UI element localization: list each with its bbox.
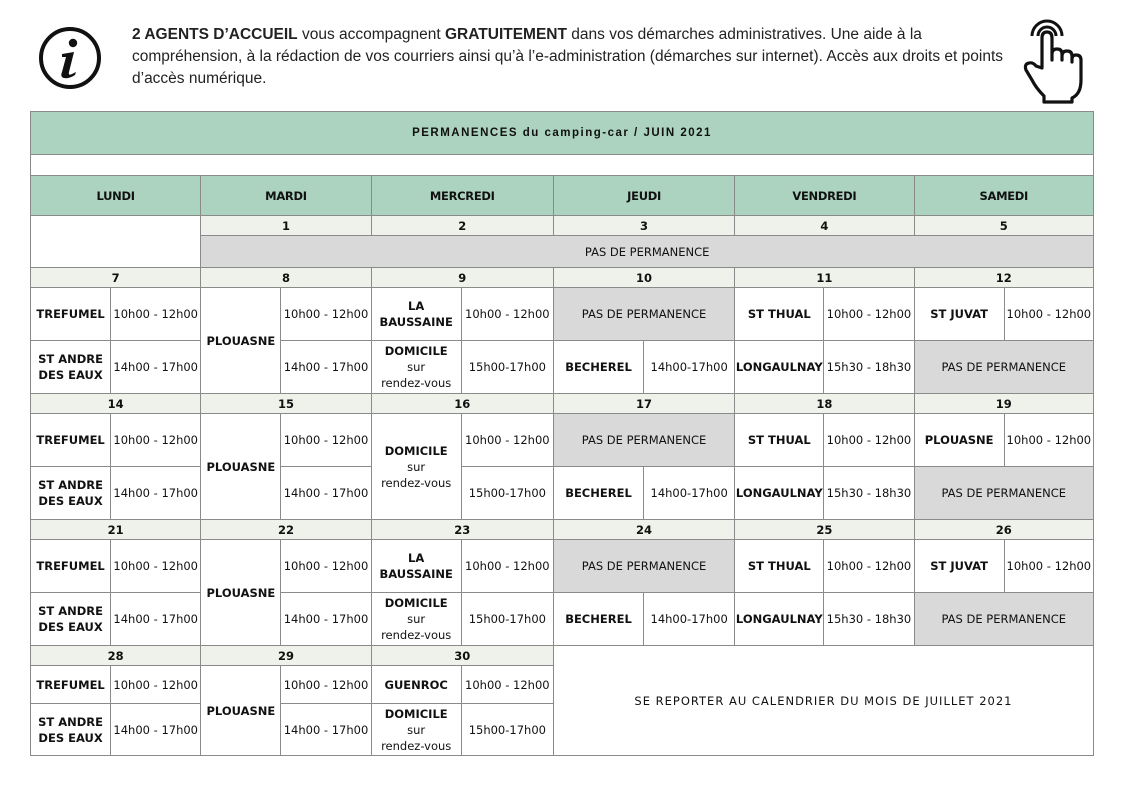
location-line: DOMICILE (384, 443, 448, 458)
week-2-afternoon (31, 341, 1094, 394)
location-cell: PLOUASNE (201, 666, 281, 756)
location-line: sur (407, 459, 426, 474)
date-2: 2 (371, 216, 553, 236)
location-cell: TREFUMEL (31, 414, 111, 467)
location-line: DES EAUX (38, 620, 103, 634)
date-25: 25 (735, 520, 914, 540)
location-cell: ST THUAL (735, 540, 824, 593)
location-line: DES EAUX (38, 368, 103, 382)
week-4-afternoon (31, 593, 1094, 646)
location-cell: TREFUMEL (31, 288, 111, 341)
time-cell: 10h00 - 12h00 (824, 540, 914, 593)
week-3-dates (31, 394, 1094, 414)
time-cell: 10h00 - 12h00 (824, 288, 914, 341)
location-cell: LONGAULNAY (735, 593, 824, 646)
location-cell: PLOUASNE (914, 414, 1004, 467)
empty-cell (31, 216, 201, 268)
time-cell: 14h00 - 17h00 (281, 593, 371, 646)
location-cell: PLOUASNE (201, 414, 281, 520)
location-cell: BECHEREL (553, 341, 643, 394)
location-line: DOMICILE (384, 344, 448, 358)
date-26: 26 (914, 520, 1093, 540)
time-cell: 10h00 - 12h00 (281, 288, 371, 341)
location-cell (31, 341, 111, 394)
location-cell (371, 593, 461, 646)
time-cell: 14h00 - 17h00 (281, 341, 371, 394)
date-4: 4 (735, 216, 914, 236)
location-cell: PLOUASNE (201, 288, 281, 394)
week-3-morning (31, 414, 1094, 467)
location-cell: ST THUAL (735, 414, 824, 467)
time-cell: 15h30 - 18h30 (824, 467, 914, 520)
time-cell: 15h00-17h00 (461, 467, 553, 520)
location-line: ST ANDRE (38, 478, 104, 492)
date-16: 16 (371, 394, 553, 414)
location-line: rendez-vous (381, 475, 452, 490)
location-cell: ST JUVAT (914, 288, 1004, 341)
location-line: DES EAUX (38, 494, 103, 508)
location-line: ST ANDRE (38, 604, 104, 618)
no-session-cell: PAS DE PERMANENCE (553, 288, 734, 341)
time-cell: 14h00 - 17h00 (111, 593, 201, 646)
july-calendar-note: SE REPORTER AU CALENDRIER DU MOIS DE JUILLET 2021 (553, 646, 1093, 756)
date-10: 10 (553, 268, 734, 288)
time-cell: 10h00 - 12h00 (461, 288, 553, 341)
location-line: sur (407, 360, 426, 374)
time-cell: 10h00 - 12h00 (281, 666, 371, 704)
intro-bold-free: GRATUITEMENT (444, 26, 567, 43)
location-cell (371, 341, 461, 394)
intro-bold-agents: 2 AGENTS D’ACCUEIL (132, 26, 298, 43)
day-header-jeudi: JEUDI (553, 176, 734, 216)
time-cell: 15h30 - 18h30 (824, 341, 914, 394)
info-icon (38, 26, 102, 90)
time-cell: 14h00-17h00 (644, 467, 735, 520)
no-session-cell: PAS DE PERMANENCE (553, 540, 734, 593)
time-cell: 14h00 - 17h00 (281, 467, 371, 520)
week-5-dates (31, 646, 1094, 666)
date-23: 23 (371, 520, 553, 540)
location-line: DES EAUX (38, 730, 103, 745)
location-line: rendez-vous (381, 628, 452, 642)
location-cell: GUENROC (371, 666, 461, 704)
date-19: 19 (914, 394, 1093, 414)
header (0, 0, 1123, 110)
spacer-row (31, 155, 1094, 176)
location-cell (31, 593, 111, 646)
no-session-cell: PAS DE PERMANENCE (553, 414, 734, 467)
date-22: 22 (201, 520, 371, 540)
location-cell: BECHEREL (553, 467, 643, 520)
date-5: 5 (914, 216, 1093, 236)
time-cell: 14h00 - 17h00 (111, 704, 201, 756)
date-3: 3 (553, 216, 734, 236)
day-header-lundi: LUNDI (31, 176, 201, 216)
no-session-cell: PAS DE PERMANENCE (914, 341, 1093, 394)
date-12: 12 (914, 268, 1093, 288)
page-title: PERMANENCES du camping-car / JUIN 2021 (31, 112, 1094, 155)
time-cell: 10h00 - 12h00 (111, 540, 201, 593)
day-header-mercredi: MERCREDI (371, 176, 553, 216)
time-cell: 10h00 - 12h00 (111, 288, 201, 341)
location-cell: ST THUAL (735, 288, 824, 341)
no-session-cell: PAS DE PERMANENCE (914, 593, 1093, 646)
date-29: 29 (201, 646, 371, 666)
time-cell: 10h00 - 12h00 (824, 414, 914, 467)
date-1: 1 (201, 216, 371, 236)
week-2-dates (31, 268, 1094, 288)
time-cell: 14h00 - 17h00 (111, 341, 201, 394)
time-cell: 15h30 - 18h30 (824, 593, 914, 646)
date-18: 18 (735, 394, 914, 414)
time-cell: 15h00-17h00 (461, 593, 553, 646)
location-cell: LA BAUSSAINE (371, 540, 461, 593)
intro-text (132, 24, 1012, 90)
date-7: 7 (31, 268, 201, 288)
time-cell: 10h00 - 12h00 (1004, 540, 1093, 593)
week-4-dates (31, 520, 1094, 540)
week-4-morning (31, 540, 1094, 593)
day-header-mardi: MARDI (201, 176, 371, 216)
location-cell: LA BAUSSAINE (371, 288, 461, 341)
week-2-morning (31, 288, 1094, 341)
location-cell (371, 704, 461, 756)
time-cell: 15h00-17h00 (461, 341, 553, 394)
week-3-afternoon (31, 467, 1094, 520)
week-1-dates (31, 216, 1094, 236)
date-17: 17 (553, 394, 734, 414)
date-24: 24 (553, 520, 734, 540)
location-line: rendez-vous (381, 376, 452, 390)
date-21: 21 (31, 520, 201, 540)
no-session-cell: PAS DE PERMANENCE (201, 236, 1094, 268)
location-cell: BECHEREL (553, 593, 643, 646)
location-line: sur (407, 612, 426, 626)
location-cell: ST JUVAT (914, 540, 1004, 593)
schedule-table (30, 111, 1094, 756)
location-line: ST ANDRE (38, 714, 104, 729)
location-line: rendez-vous (381, 738, 452, 753)
time-cell: 10h00 - 12h00 (461, 414, 553, 467)
location-line: sur (407, 722, 426, 737)
location-cell (371, 414, 461, 520)
date-8: 8 (201, 268, 371, 288)
location-cell: PLOUASNE (201, 540, 281, 646)
location-cell (31, 704, 111, 756)
location-cell: TREFUMEL (31, 540, 111, 593)
time-cell: 10h00 - 12h00 (1004, 288, 1093, 341)
time-cell: 14h00-17h00 (644, 341, 735, 394)
date-30: 30 (371, 646, 553, 666)
time-cell: 14h00-17h00 (644, 593, 735, 646)
pointing-hand-icon (1018, 18, 1088, 104)
time-cell: 10h00 - 12h00 (111, 414, 201, 467)
time-cell: 14h00 - 17h00 (281, 704, 371, 756)
time-cell: 10h00 - 12h00 (461, 666, 553, 704)
day-header-row (31, 176, 1094, 216)
time-cell: 10h00 - 12h00 (281, 540, 371, 593)
date-11: 11 (735, 268, 914, 288)
intro-text-1: vous accompagnent (297, 26, 445, 43)
intro-text-2: dans vos démarches administratives. Une aide à la compréhension, à la rédaction de vos courriers ainsi qu’à l’e-administration (démarches sur internet). Accès aux droits et points d’accès numérique. (132, 26, 1004, 87)
location-line: DOMICILE (384, 706, 448, 721)
day-header-vendredi: VENDREDI (735, 176, 914, 216)
location-cell: TREFUMEL (31, 666, 111, 704)
time-cell: 15h00-17h00 (461, 704, 553, 756)
time-cell: 10h00 - 12h00 (1004, 414, 1093, 467)
time-cell: 10h00 - 12h00 (461, 540, 553, 593)
location-line: DOMICILE (384, 596, 448, 610)
location-cell (31, 467, 111, 520)
time-cell: 14h00 - 17h00 (111, 467, 201, 520)
location-cell: LONGAULNAY (735, 341, 824, 394)
day-header-samedi: SAMEDI (914, 176, 1093, 216)
no-session-cell: PAS DE PERMANENCE (914, 467, 1093, 520)
location-line: ST ANDRE (38, 352, 104, 366)
time-cell: 10h00 - 12h00 (111, 666, 201, 704)
date-15: 15 (201, 394, 371, 414)
date-14: 14 (31, 394, 201, 414)
date-28: 28 (31, 646, 201, 666)
date-9: 9 (371, 268, 553, 288)
location-cell: LONGAULNAY (735, 467, 824, 520)
time-cell: 10h00 - 12h00 (281, 414, 371, 467)
